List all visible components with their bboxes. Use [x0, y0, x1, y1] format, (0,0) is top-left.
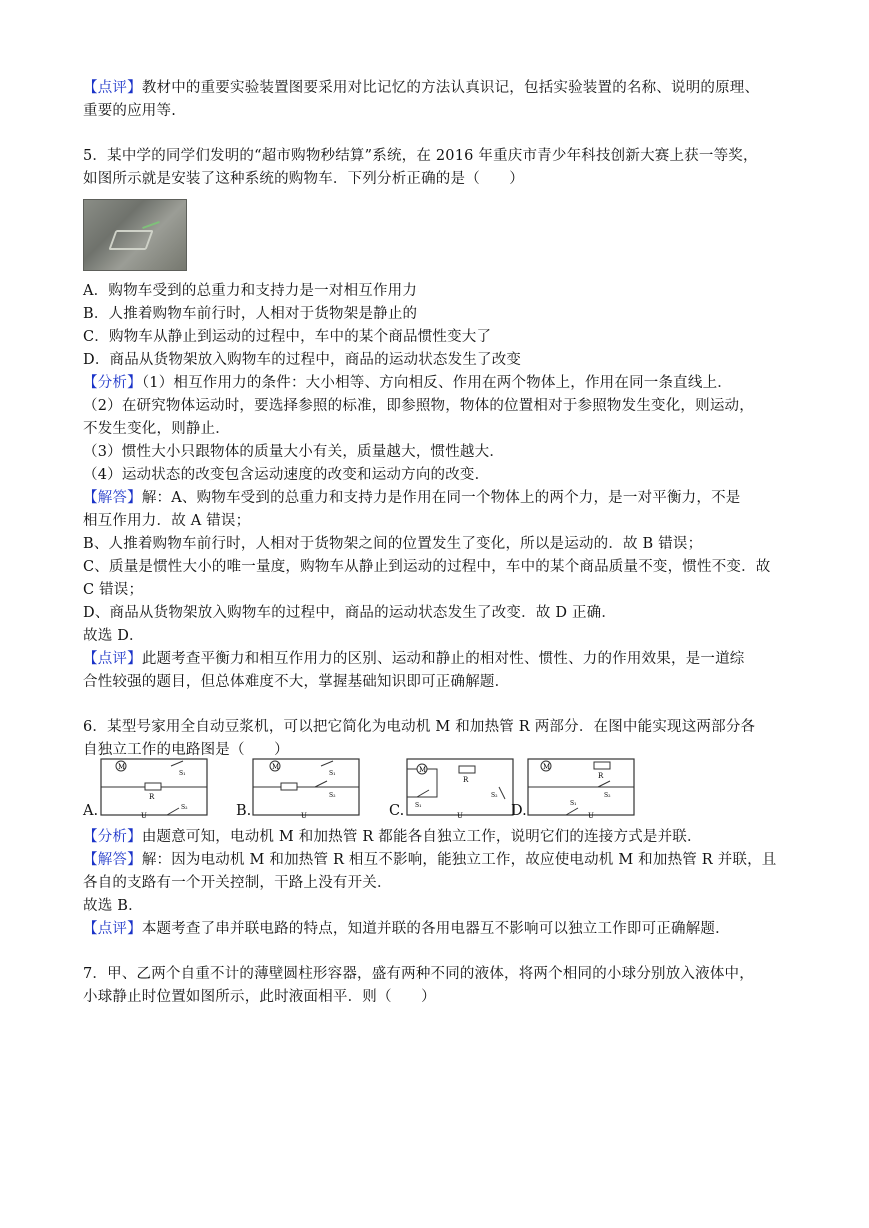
review-line: 重要的应用等.: [83, 103, 177, 119]
question-5-stem: 5．某中学的同学们发明的“超市购物秒结算”系统，在 2016 年重庆市青少年科技创新大赛上获一等奖，: [83, 148, 758, 164]
question-7-stem: 小球静止时位置如图所示，此时液面相平．则（ ）: [83, 989, 436, 1005]
analysis-line: 不发生变化，则静止．: [83, 421, 230, 437]
option-a: A．购物车受到的总重力和支持力是一对相互作用力: [83, 283, 418, 299]
option-label-c: C.: [389, 803, 405, 819]
svg-text:R: R: [149, 793, 155, 801]
svg-text:U: U: [141, 812, 147, 819]
svg-text:S₁: S₁: [329, 770, 336, 777]
option-d: D．商品从货物架放入购物车的过程中，商品的运动状态发生了改变: [83, 352, 522, 368]
option-label-a: A.: [83, 803, 99, 819]
question-5-stem: 如图所示就是安装了这种系统的购物车．下列分析正确的是（ ）: [83, 171, 524, 187]
review-tag: 【点评】: [83, 80, 142, 96]
answer-line: 各自的支路有一个开关控制，干路上没有开关．: [83, 875, 392, 891]
question-6-stem: 自独立工作的电路图是（ ）: [83, 742, 289, 758]
analysis-line: （4）运动状态的改变包含运动速度的改变和运动方向的改变．: [83, 467, 490, 483]
review-line: 【点评】本题考查了串并联电路的特点，知道并联的各用电器互不影响可以独立工作即可正确解题．: [83, 921, 730, 937]
svg-text:S₁: S₁: [570, 800, 577, 807]
svg-text:U: U: [301, 812, 307, 819]
review-line: 【点评】教材中的重要实验装置图要采用对比记忆的方法认真识记，包括实验装置的名称、说明的原理、: [83, 80, 760, 96]
svg-text:S₂: S₂: [329, 792, 336, 799]
analysis-line: 【分析】（1）相互作用力的条件：大小相等、方向相反、作用在两个物体上，作用在同一条直线上．: [83, 375, 732, 391]
analysis-line: 【分析】由题意可知，电动机 M 和加热管 R 都能各自独立工作，说明它们的连接方式是并联．: [83, 829, 702, 845]
answer-line: C、质量是惯性大小的唯一量度，购物车从静止到运动的过程中，车中的某个商品质量不变，惯性不变．故: [83, 559, 771, 575]
answer-tag: 【解答】: [83, 852, 142, 868]
circuit-diagram-d: [526, 757, 636, 819]
svg-text:S₁: S₁: [179, 770, 186, 777]
svg-text:S₂: S₂: [604, 792, 611, 799]
answer-line: 故选 B．: [83, 898, 143, 914]
analysis-tag: 【分析】: [83, 829, 142, 845]
analysis-line: （3）惯性大小只跟物体的质量大小有关，质量越大，惯性越大．: [83, 444, 505, 460]
review-line: 【点评】此题考查平衡力和相互作用力的区别、运动和静止的相对性、惯性、力的作用效果，是一道综: [83, 651, 745, 667]
answer-line: B、人推着购物车前行时，人相对于货物架之间的位置发生了变化，所以是运动的．故 B 错误；: [83, 536, 703, 552]
svg-text:M: M: [419, 766, 427, 774]
svg-text:M: M: [272, 763, 280, 771]
circuit-diagram-c: [405, 757, 515, 819]
review-tag: 【点评】: [83, 921, 142, 937]
analysis-line: （2）在研究物体运动时，要选择参照的标准，即参照物，物体的位置相对于参照物发生变化，则运动，: [83, 398, 754, 414]
option-c: C．购物车从静止到运动的过程中，车中的某个商品惯性变大了: [83, 329, 492, 345]
svg-text:R: R: [463, 776, 469, 784]
svg-text:M: M: [543, 763, 551, 771]
option-label-d: D.: [511, 803, 527, 819]
answer-line: D、商品从货物架放入购物车的过程中，商品的运动状态发生了改变．故 D 正确．: [83, 605, 617, 621]
svg-text:U: U: [457, 812, 463, 819]
review-tag: 【点评】: [83, 651, 142, 667]
shopping-cart-photo: [83, 199, 187, 271]
review-line: 合性较强的题目，但总体难度不大，掌握基础知识即可正确解题．: [83, 674, 510, 690]
answer-line: 【解答】解：因为电动机 M 和加热管 R 相互不影响，能独立工作，故应使电动机 M 和加热管 R 并联，且: [83, 852, 777, 868]
analysis-tag: 【分析】: [83, 375, 142, 391]
answer-tag: 【解答】: [83, 490, 142, 506]
svg-text:S₂: S₂: [491, 792, 498, 799]
option-b: B．人推着购物车前行时，人相对于货物架是静止的: [83, 306, 418, 322]
option-label-b: B.: [236, 803, 252, 819]
svg-text:U: U: [588, 812, 594, 819]
svg-text:S₂: S₂: [181, 804, 188, 811]
svg-text:M: M: [118, 763, 126, 771]
svg-text:R: R: [598, 772, 604, 780]
circuit-diagram-a: [99, 757, 209, 819]
answer-line: 相互作用力．故 A 错误；: [83, 513, 251, 529]
answer-line: 故选 D．: [83, 628, 144, 644]
circuit-diagram-b: [251, 757, 361, 819]
svg-text:S₁: S₁: [415, 802, 422, 809]
question-7-stem: 7．甲、乙两个自重不计的薄壁圆柱形容器，盛有两种不同的液体，将两个相同的小球分别放入液体中，: [83, 966, 754, 982]
question-6-stem: 6．某型号家用全自动豆浆机，可以把它简化为电动机 M 和加热管 R 两部分．在图中能实现这两部分各: [83, 719, 756, 735]
answer-line: 【解答】解：A、购物车受到的总重力和支持力是作用在同一个物体上的两个力，是一对平衡力，不是: [83, 490, 741, 506]
answer-line: C 错误；: [83, 582, 144, 598]
